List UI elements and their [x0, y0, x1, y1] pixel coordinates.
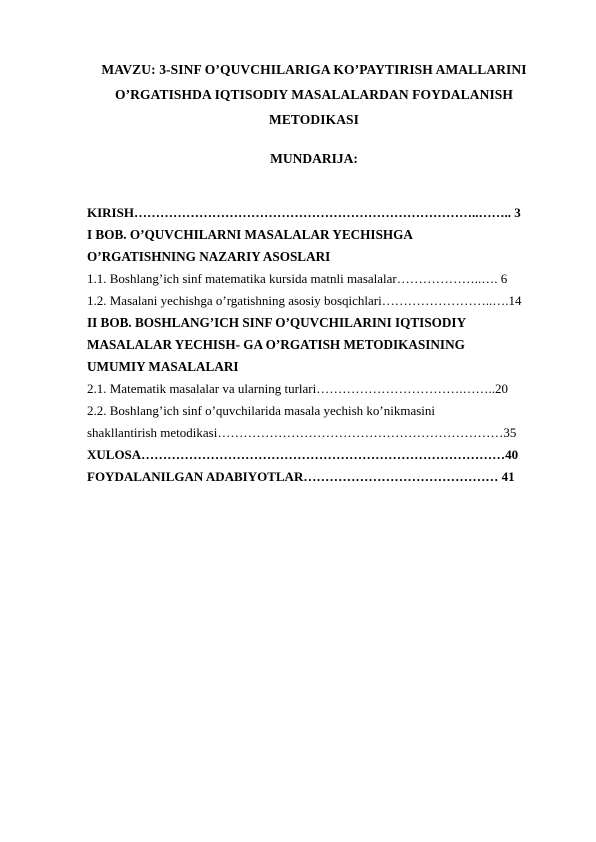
toc-chapter-1-title-line-1: I BOB. O’QUVCHILARNI MASALALAR YECHISHGA [87, 227, 413, 242]
toc-chapter-1-title-line-2: O’RGATISHNING NAZARIY ASOSLARI [87, 249, 331, 264]
toc-item-2-1: 2.1. Matematik masalalar va ularning turlari…………………………….……..20 [87, 381, 508, 396]
toc-item-2-2-line-2: shakllantirish metodikasi…………………………………………………………35 [87, 425, 517, 440]
table-of-contents [87, 202, 555, 488]
toc-conclusion: XULOSA…………………………………………………………………………40 [87, 447, 519, 462]
toc-chapter-2-title-line-1: II BOB. BOSHLANG’ICH SINF O’QUVCHILARINI IQTISODIY [87, 315, 467, 330]
toc-item-2-2-line-1: 2.2. Boshlang’ich sinf o’quvchilarida masala yechish ko’nikmasini [87, 403, 436, 418]
toc-item-1-2: 1.2. Masalani yechishga o’rgatishning asosiy bosqichlari……………………..….14 [87, 293, 522, 308]
toc-chapter-2-title-line-2: MASALALAR YECHISH- GA O’RGATISH METODIKASINING [87, 337, 465, 352]
contents-heading: MUNDARIJA: [270, 151, 358, 166]
toc-chapter-2-title-line-3: UMUMIY MASALALARI [87, 359, 239, 374]
title-line-3: METODIKASI [268, 112, 360, 127]
title-line-1: MAVZU: 3-SINF O’QUVCHILARIGA KO’PAYTIRISH AMALLARINI [101, 62, 527, 77]
toc-references: FOYDALANILGAN ADABIYOTLAR……………………………………… 41 [87, 469, 515, 484]
document-title [70, 57, 558, 132]
title-line-2: O’RGATISHDA IQTISODIY MASALALARDAN FOYDALANISH [114, 87, 514, 102]
toc-item-1-1: 1.1. Boshlang’ich sinf matematika kursida matnli masalalar………………..…. 6 [87, 271, 508, 286]
toc-intro: KIRISH……………………………………………………………………..…….. 3 [87, 205, 521, 220]
